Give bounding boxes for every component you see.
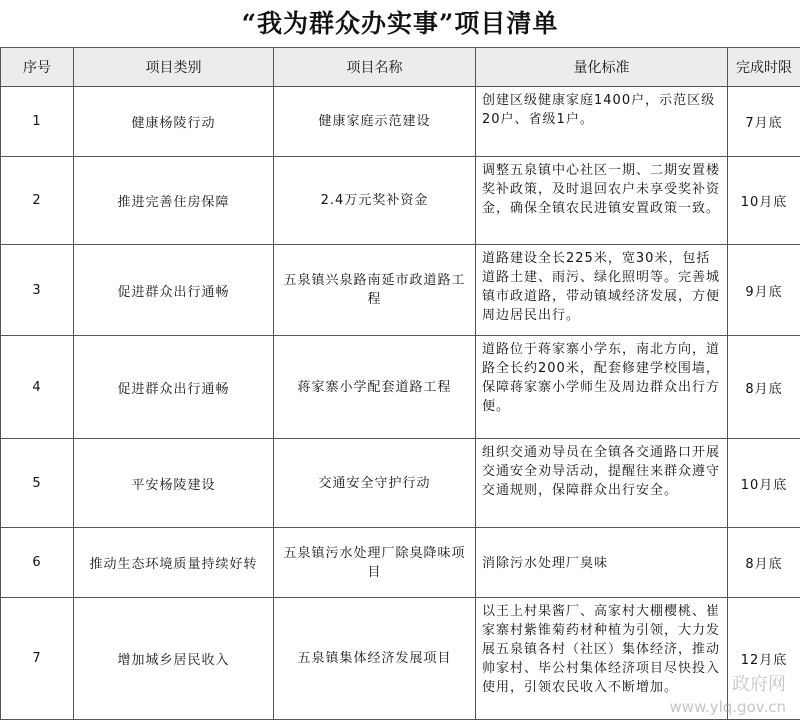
table-header-row xyxy=(1,48,800,87)
table-row xyxy=(1,598,800,720)
cell-name: 蒋家寨小学配套道路工程 xyxy=(274,336,476,439)
cell-deadline: 12月底 xyxy=(728,598,800,720)
table-row xyxy=(1,245,800,336)
column-header-standard: 量化标准 xyxy=(476,48,728,87)
cell-no: 7 xyxy=(1,598,74,720)
table-row xyxy=(1,157,800,245)
cell-deadline: 10月底 xyxy=(728,439,800,528)
cell-name: 健康家庭示范建设 xyxy=(274,87,476,157)
cell-name: 五泉镇兴泉路南延市政道路工程 xyxy=(274,245,476,336)
cell-category: 平安杨陵建设 xyxy=(74,439,274,528)
project-list-table xyxy=(0,47,800,720)
column-header-name: 项目名称 xyxy=(274,48,476,87)
table-row xyxy=(1,528,800,598)
cell-name: 2.4万元奖补资金 xyxy=(274,157,476,245)
column-header-no: 序号 xyxy=(1,48,74,87)
cell-deadline: 9月底 xyxy=(728,245,800,336)
watermark-url: www.ylq.gov.cn xyxy=(669,698,786,716)
table-row xyxy=(1,439,800,528)
cell-no: 4 xyxy=(1,336,74,439)
cell-deadline: 7月底 xyxy=(728,87,800,157)
cell-category: 促进群众出行通畅 xyxy=(74,336,274,439)
cell-deadline: 8月底 xyxy=(728,336,800,439)
cell-no: 6 xyxy=(1,528,74,598)
cell-category: 推动生态环境质量持续好转 xyxy=(74,528,274,598)
cell-name: 五泉镇集体经济发展项目 xyxy=(274,598,476,720)
cell-no: 3 xyxy=(1,245,74,336)
cell-standard: 创建区级健康家庭1400户，示范区级20户、省级1户。 xyxy=(476,87,728,157)
column-header-deadline: 完成时限 xyxy=(728,48,800,87)
cell-category: 推进完善住房保障 xyxy=(74,157,274,245)
cell-standard: 消除污水处理厂臭味 xyxy=(476,528,728,598)
column-header-category: 项目类别 xyxy=(74,48,274,87)
cell-standard: 道路建设全长225米，宽30米，包括道路土建、雨污、绿化照明等。完善城镇市政道路，带动镇域经济发展，方便周边居民出行。 xyxy=(476,245,728,336)
cell-deadline: 8月底 xyxy=(728,528,800,598)
cell-no: 1 xyxy=(1,87,74,157)
cell-deadline: 10月底 xyxy=(728,157,800,245)
table-row xyxy=(1,87,800,157)
table-row xyxy=(1,336,800,439)
cell-standard: 调整五泉镇中心社区一期、二期安置楼奖补政策，及时退回农户未享受奖补资金，确保全镇农民进镇安置政策一致。 xyxy=(476,157,728,245)
watermark-text: 政府网 xyxy=(732,674,786,695)
cell-name: 交通安全守护行动 xyxy=(274,439,476,528)
cell-standard: 组织交通劝导员在全镇各交通路口开展交通安全劝导活动，提醒往来群众遵守交通规则，保障群众出行安全。 xyxy=(476,439,728,528)
cell-standard: 道路位于蒋家寨小学东，南北方向，道路全长约200米，配套修建学校围墙，保障蒋家寨小学师生及周边群众出行方便。 xyxy=(476,336,728,439)
page-title: “我为群众办实事”项目清单 xyxy=(241,9,559,38)
cell-category: 增加城乡居民收入 xyxy=(74,598,274,720)
cell-standard: 以王上村果酱厂、高家村大棚樱桃、崔家寨村紫锥菊药材种植为引领，大力发展五泉镇各村（社区）集体经济，推动帅家村、毕公村集体经济项目尽快投入使用，引领农民收入不断增加。 xyxy=(476,598,728,720)
cell-no: 5 xyxy=(1,439,74,528)
cell-name: 五泉镇污水处理厂除臭降味项目 xyxy=(274,528,476,598)
cell-category: 促进群众出行通畅 xyxy=(74,245,274,336)
cell-no: 2 xyxy=(1,157,74,245)
cell-category: 健康杨陵行动 xyxy=(74,87,274,157)
